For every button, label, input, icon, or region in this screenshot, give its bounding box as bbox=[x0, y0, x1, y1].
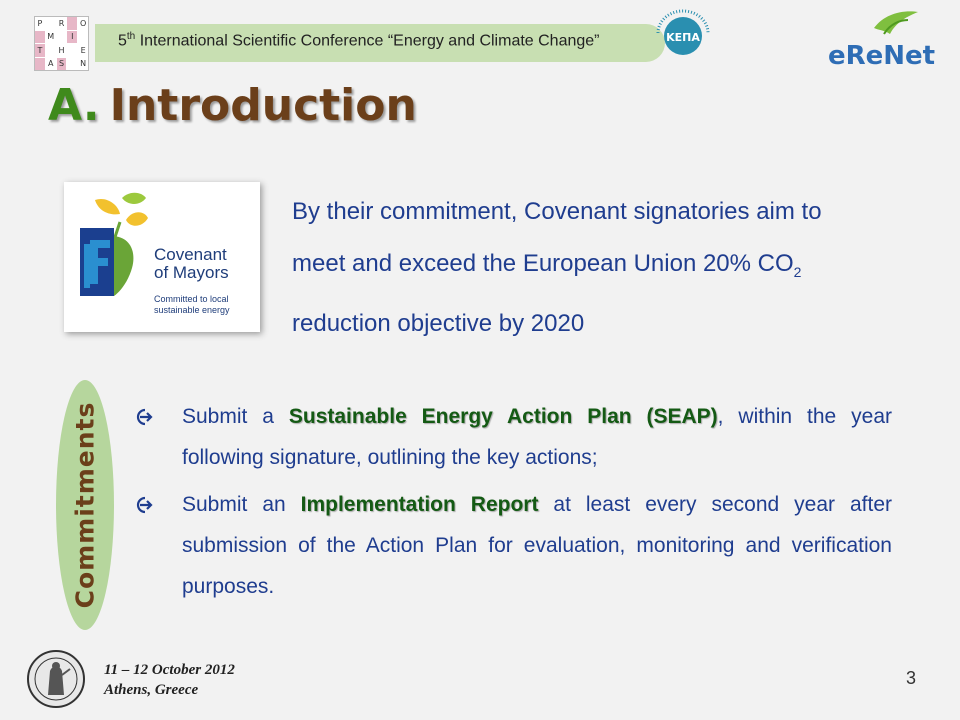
logo-cell: O bbox=[79, 18, 87, 28]
intro-line-2: meet and exceed the European Union 20% $CO_2$ bbox=[292, 250, 802, 280]
list-item: Submit an Implementation Report at least every second year after submission of the Action Plan for evaluation, monitoring and verification purposes. bbox=[136, 484, 892, 607]
intro-line-1: By their commitment, Covenant signatories aim to bbox=[292, 198, 822, 225]
prometheas-logo bbox=[34, 16, 89, 71]
logo-cell bbox=[78, 31, 88, 44]
title-letter: A. bbox=[48, 80, 100, 131]
university-seal-icon bbox=[26, 649, 86, 709]
intro-paragraph bbox=[292, 186, 852, 350]
page-number: 3 bbox=[906, 668, 917, 688]
logo-cell: E bbox=[78, 44, 88, 57]
list-item: Submit a Sustainable Energy Action Plan (SEAP), within the year following signature, outlining the key actions; bbox=[136, 396, 892, 478]
logo-cell: N bbox=[80, 59, 87, 69]
arrow-bullet-icon bbox=[136, 408, 154, 426]
logo-cell: A bbox=[46, 58, 56, 71]
covenant-name: Covenant of Mayors bbox=[154, 245, 229, 282]
logo-cell bbox=[67, 58, 77, 71]
logo-cell: T bbox=[35, 44, 45, 57]
logo-cell bbox=[35, 31, 45, 44]
logo-cell bbox=[67, 44, 77, 57]
covenant-logo-icon bbox=[70, 188, 150, 303]
logo-cell: S bbox=[57, 58, 67, 71]
svg-text:eReNet: eReNet bbox=[828, 41, 936, 70]
slide-title bbox=[48, 80, 417, 131]
commitments-label: Commitments bbox=[70, 401, 100, 609]
logo-cell: M bbox=[47, 32, 55, 42]
seap-highlight: Sustainable Energy Action Plan (SEAP) bbox=[288, 405, 718, 428]
title-text: Introduction bbox=[109, 80, 417, 131]
logo-cell: I bbox=[67, 31, 77, 44]
covenant-tagline: Committed to local sustainable energy bbox=[154, 294, 230, 315]
intro-line-3: reduction objective by 2020 bbox=[292, 309, 585, 337]
logo-cell bbox=[35, 58, 45, 71]
logo-cell bbox=[46, 17, 56, 30]
conference-date: 11 – 12 October 2012 Athens, Greece bbox=[104, 662, 235, 698]
logo-cell bbox=[67, 17, 77, 30]
commitments-list bbox=[136, 396, 892, 613]
conference-title: 5th International Scientific Conference “Energy and Climate Change” bbox=[118, 31, 600, 50]
svg-text:ΚΕΠΑ: ΚΕΠΑ bbox=[666, 31, 700, 44]
implementation-report-highlight: Implementation Report bbox=[300, 493, 539, 516]
logo-cell: R bbox=[57, 17, 67, 30]
logo-cell bbox=[46, 44, 56, 57]
erenet-logo bbox=[826, 8, 936, 70]
kepa-logo bbox=[652, 8, 714, 58]
logo-cell bbox=[57, 31, 67, 44]
arrow-bullet-icon bbox=[136, 496, 154, 514]
logo-cell: H bbox=[58, 45, 65, 55]
logo-cell: P bbox=[35, 17, 45, 30]
